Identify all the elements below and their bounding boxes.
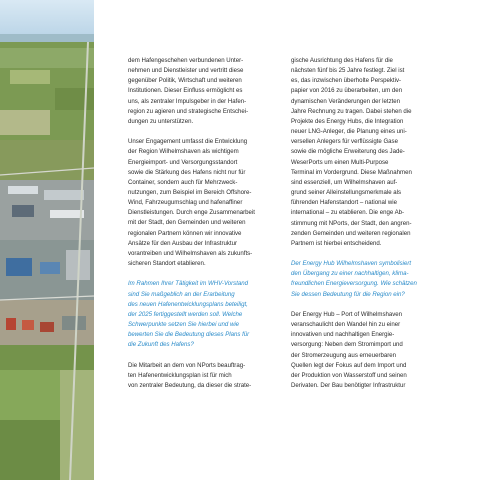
line: Der Energy Hub – Port of Wilhelmshaven bbox=[291, 310, 403, 318]
line: sind essenziell, um Wilhelmshaven auf- bbox=[291, 178, 398, 186]
line: der Produktion von Wasserstoff und seinen bbox=[291, 371, 407, 379]
line: ten Hafenentwicklungsplan ist für mich bbox=[128, 371, 232, 379]
line: freundlichen Energieversorgung. Wie schätzen bbox=[291, 280, 417, 288]
line: die Zukunft des Hafens? bbox=[128, 341, 194, 349]
line: gegenüber Politik, Wirtschaft und weiteren bbox=[128, 77, 242, 85]
line: region zu agieren und strategische Entschei- bbox=[128, 107, 249, 115]
line: sicheren Standort etablieren. bbox=[128, 260, 206, 268]
line: Derivaten. Der Bau benötigter Infrastruktur bbox=[291, 381, 406, 389]
line: nutzungen, zum Beispiel im Bereich Offshore- bbox=[128, 189, 252, 197]
line: nächsten fünf bis 25 Jahre festlegt. Ziel ist bbox=[291, 67, 405, 75]
line: regionalen Partnern können wir innovative bbox=[128, 229, 242, 237]
line: Die Mitarbeit an dem von NPorts beauftrag- bbox=[128, 361, 246, 369]
line: Unser Engagement umfasst die Entwicklung bbox=[128, 138, 248, 146]
line: zenden Gemeinden und weiteren regionalen bbox=[291, 229, 411, 237]
line: veranschaulicht den Wandel hin zu einer bbox=[291, 321, 401, 329]
line: Quellen legt der Fokus auf dem Import und bbox=[291, 361, 407, 369]
line: stimmung mit NPorts, der Stadt, den angren- bbox=[291, 219, 412, 227]
line: mit der Stadt, den Gemeinden und weiteren bbox=[128, 219, 246, 227]
line: Sie dessen Bedeutung für die Region ein? bbox=[291, 290, 405, 298]
line: neuer LNG-Anleger, die Planung eines uni- bbox=[291, 128, 407, 136]
line: gische Ausrichtung des Hafens für die bbox=[291, 57, 393, 64]
line: versellen Anlegers für verflüssigte Gase bbox=[291, 138, 398, 146]
line: Partnern ist hierbei entscheidend. bbox=[291, 239, 382, 247]
aerial-photo-harbor bbox=[0, 0, 94, 480]
paragraph-3 bbox=[128, 361, 290, 391]
line: Dienstleistungen. Durch enge Zusammenarbeit bbox=[128, 209, 255, 217]
line: den Übergang zu einer nachhaltigen, klima- bbox=[291, 270, 409, 278]
line: vorantreiben und Wilhelmshaven als zukunfts- bbox=[128, 249, 253, 257]
interview-question-2 bbox=[291, 259, 453, 300]
line: grund seiner Alleinstellungsmerkmale als bbox=[291, 189, 402, 197]
text-column-right bbox=[291, 56, 453, 401]
interview-question-1 bbox=[128, 279, 290, 350]
line: Wind, Fahrzeugumschlag und hafenaffiner bbox=[128, 199, 243, 207]
line: dem Hafengeschehen verbundenen Unter- bbox=[128, 57, 244, 64]
line: Im Rahmen Ihrer Tätigkeit im WHV-Vorstand bbox=[128, 280, 249, 288]
line: Institutionen. Dieser Einfluss ermöglicht es bbox=[128, 87, 243, 95]
line: Terminal im Vordergrund. Diese Maßnahmen bbox=[291, 168, 412, 176]
line: WeserPorts um einen Multi-Purpose bbox=[291, 158, 389, 166]
line: international – zu etablieren. Die enge Ab- bbox=[291, 209, 405, 217]
line: der Region Wilhelmshaven als wichtigem bbox=[128, 148, 239, 156]
line: Ansätze für den Ausbau der Infrastruktur bbox=[128, 239, 238, 247]
line: Jahre Rechnung zu tragen. Dabei stehen die bbox=[291, 107, 412, 115]
line: führenden Hafenstandort – national wie bbox=[291, 199, 397, 207]
line: versorgung: Neben dem Stromimport und bbox=[291, 341, 403, 349]
paragraph-1 bbox=[128, 56, 290, 127]
line: Energieimport- und Versorgungsstandort bbox=[128, 158, 238, 166]
line: sind Sie maßgeblich an der Erarbeitung bbox=[128, 290, 235, 298]
line: bewerten Sie die Bedeutung dieses Plans für bbox=[128, 331, 250, 339]
line: Schwerpunkte setzen Sie hierbei und wie bbox=[128, 321, 240, 329]
line: Projekte des Energy Hubs, die Integration bbox=[291, 117, 404, 125]
line: dungen zu unterstützen. bbox=[128, 117, 194, 125]
paragraph-5 bbox=[291, 310, 453, 391]
line: der 2025 fertiggestellt werden soll. Welche bbox=[128, 310, 243, 318]
line: uns, als zentraler Impulsgeber in der Hafen- bbox=[128, 97, 247, 105]
line: Container, sondern auch für Mehrzweck- bbox=[128, 178, 238, 186]
line: von zentraler Bedeutung, da dieser die strate- bbox=[128, 381, 252, 389]
line: des neuen Hafenentwicklungsplans beteiligt, bbox=[128, 300, 248, 308]
line: papier von 2016 zu überarbeiten, um den bbox=[291, 87, 403, 95]
line: innovativen und nachhaltigen Energie- bbox=[291, 331, 395, 339]
line: sowie die mögliche Erweiterung des Jade- bbox=[291, 148, 405, 156]
paragraph-2 bbox=[128, 137, 290, 269]
line: nehmen und Dienstleister und vertritt diese bbox=[128, 67, 244, 75]
text-column-left bbox=[128, 56, 290, 401]
paragraph-4 bbox=[291, 56, 453, 249]
line: sowie die Stärkung des Hafens nicht nur für bbox=[128, 168, 246, 176]
line: Der Energy Hub Wilhelmshaven symbolisiert bbox=[291, 260, 412, 268]
line: es, das inzwischen überholte Perspektiv- bbox=[291, 77, 402, 85]
line: der Stromerzeugung aus erneuerbaren bbox=[291, 351, 397, 359]
line: dynamischen Veränderungen der letzten bbox=[291, 97, 401, 105]
